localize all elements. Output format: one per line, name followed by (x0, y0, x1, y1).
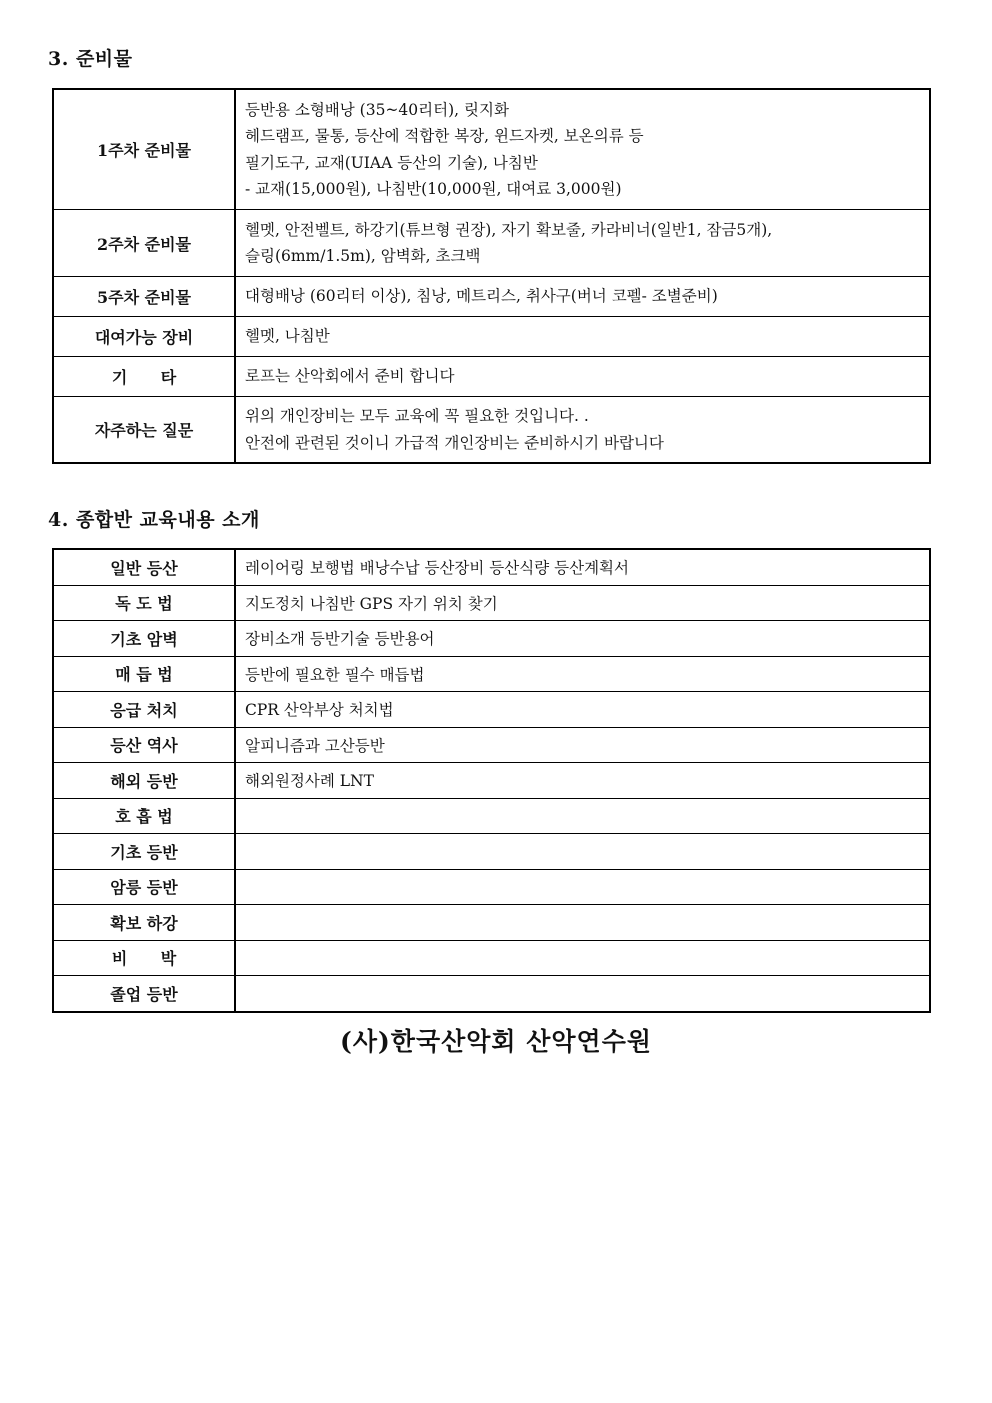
row-content (235, 798, 930, 834)
row-label: 5주차 준비물 (53, 277, 235, 317)
row-content: 등반에 필요한 필수 매듭법 (235, 656, 930, 692)
table-row (53, 834, 930, 870)
row-content (235, 357, 930, 397)
table-row (53, 621, 930, 657)
row-content (235, 834, 930, 870)
row-label: 호 흡 법 (53, 798, 235, 834)
content-line: 슬링(6mm/1.5m), 암벽화, 초크백 (245, 247, 481, 265)
row-content (235, 317, 930, 357)
table-row (53, 976, 930, 1012)
section-title-curriculum: 4. 종합반 교육내용 소개 (48, 509, 260, 531)
row-label: 매 듭 법 (53, 656, 235, 692)
row-label: 일반 등산 (53, 549, 235, 585)
row-content: 레이어링 보행법 배낭수납 등산장비 등산식량 등산계획서 (235, 549, 930, 585)
table-row (53, 357, 930, 397)
content-line: 헬멧, 안전벨트, 하강기(튜브형 권장), 자기 확보줄, 카라비너(일반1, 잠금5개), (245, 220, 773, 239)
table-row (53, 692, 930, 728)
table-row (53, 585, 930, 621)
table-row (53, 763, 930, 799)
row-label: 1주차 준비물 (53, 89, 235, 210)
row-content (235, 397, 930, 464)
table-row (53, 549, 930, 585)
content-line: 로프는 산악회에서 준비 합니다 (245, 367, 455, 386)
row-content: 알피니즘과 고산등반 (235, 727, 930, 763)
row-label: 2주차 준비물 (53, 210, 235, 277)
row-content: 해외원정사례 LNT (235, 763, 930, 799)
content-line: - 교재(15,000원), 나침반(10,000원, 대여료 3,000원) (245, 180, 622, 198)
row-label: 자주하는 질문 (53, 397, 235, 464)
row-content: 장비소개 등반기술 등반용어 (235, 621, 930, 657)
table-row (53, 277, 930, 317)
content-line: 헤드램프, 물통, 등산에 적합한 복장, 윈드자켓, 보온의류 등 (245, 127, 644, 145)
organization-footer: (사)한국산악회 산악연수원 (339, 1027, 652, 1056)
table-row (53, 869, 930, 905)
content-line: 헬멧, 나침반 (245, 327, 330, 346)
row-content (235, 940, 930, 976)
row-content (235, 277, 930, 317)
row-content: 지도정치 나침반 GPS 자기 위치 찾기 (235, 585, 930, 621)
row-label: 기초 등반 (53, 834, 235, 870)
row-label: 비 박 (53, 940, 235, 976)
row-content (235, 869, 930, 905)
content-line: 대형배낭 (60리터 이상), 침낭, 메트리스, 취사구(버너 코펠- 조별준비) (245, 287, 718, 306)
content-line: 위의 개인장비는 모두 교육에 꼭 필요한 것입니다. . (245, 407, 589, 425)
row-label: 해외 등반 (53, 763, 235, 799)
row-label: 기초 암벽 (53, 621, 235, 657)
table-row (53, 727, 930, 763)
curriculum-table (52, 548, 931, 1013)
row-label: 졸업 등반 (53, 976, 235, 1012)
preparation-table (52, 88, 931, 464)
table-row (53, 656, 930, 692)
content-line: 필기도구, 교재(UIAA 등산의 기술), 나침반 (245, 153, 538, 172)
content-line: 등반용 소형배낭 (35~40리터), 릿지화 (245, 100, 509, 119)
row-content (235, 89, 930, 210)
table-row (53, 397, 930, 464)
table-row (53, 317, 930, 357)
row-label: 응급 처치 (53, 692, 235, 728)
row-content: CPR 산악부상 처치법 (235, 692, 930, 728)
content-line: 안전에 관련된 것이니 가급적 개인장비는 준비하시기 바랍니다 (245, 433, 664, 452)
row-label: 대여가능 장비 (53, 317, 235, 357)
row-content (235, 210, 930, 277)
row-label: 암릉 등반 (53, 869, 235, 905)
table-row (53, 905, 930, 941)
row-label: 등산 역사 (53, 727, 235, 763)
table-row (53, 210, 930, 277)
row-label: 기 타 (53, 357, 235, 397)
row-content (235, 905, 930, 941)
table-row (53, 798, 930, 834)
row-content (235, 976, 930, 1012)
table-row (53, 89, 930, 210)
section-title-preparation: 3. 준비물 (48, 48, 133, 70)
row-label: 확보 하강 (53, 905, 235, 941)
row-label: 독 도 법 (53, 585, 235, 621)
table-row (53, 940, 930, 976)
